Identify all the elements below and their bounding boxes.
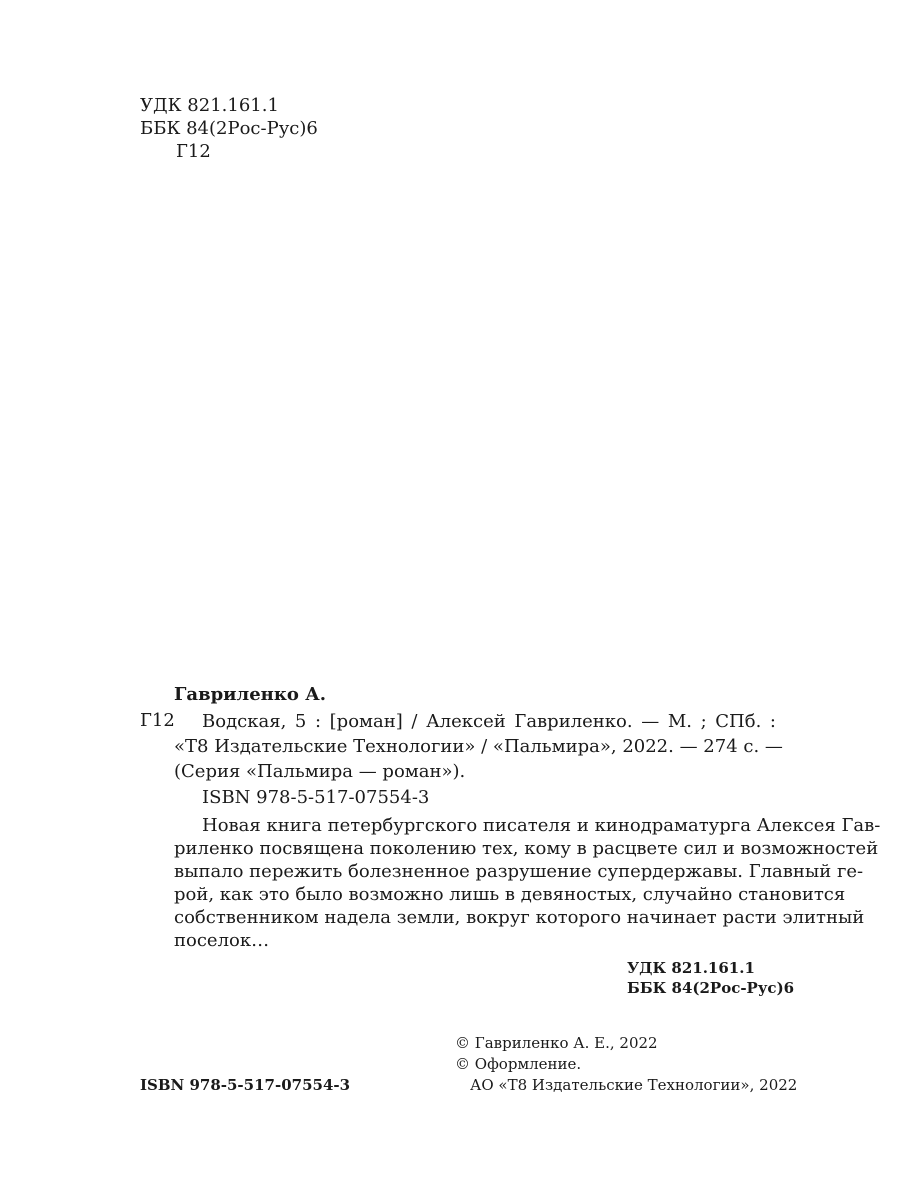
bbk-code-top: ББК 84(2Рос-Рус)6 — [140, 118, 318, 139]
annotation-line-3: выпало пережить болезненное разрушение супердержавы. Главный ге- — [174, 861, 864, 882]
footer-isbn: ISBN 978-5-517-07554-3 — [140, 1076, 351, 1094]
copyright-publisher: АО «Т8 Издательские Технологии», 2022 — [470, 1076, 798, 1094]
annotation-line-5: собственником надела земли, вокруг которого начинает расти элитный — [174, 907, 865, 928]
copyright-author: © Гавриленко А. Е., 2022 — [455, 1034, 658, 1052]
author-mark-top: Г12 — [176, 141, 211, 162]
annotation-line-2: риленко посвящена поколению тех, кому в расцвете сил и возможностей — [174, 838, 879, 859]
udk-code-top: УДК 821.161.1 — [140, 95, 279, 116]
annotation-line-1: Новая книга петербургского писателя и кинодраматурга Алексея Гав- — [202, 815, 881, 836]
description-line-3: (Серия «Пальмира — роман»). — [174, 761, 466, 782]
isbn-record: ISBN 978-5-517-07554-3 — [202, 787, 430, 808]
udk-code-bottom: УДК 821.161.1 — [627, 959, 755, 977]
author-heading: Гавриленко А. — [174, 684, 327, 705]
author-mark: Г12 — [140, 710, 175, 731]
description-line-2: «Т8 Издательские Технологии» / «Пальмира», 2022. — 274 с. — — [174, 736, 783, 757]
bbk-code-bottom: ББК 84(2Рос-Рус)6 — [627, 979, 795, 997]
description-line-1: Водская, 5 : [роман] / Алексей Гавриленко. — М. ; СПб. : — [202, 711, 776, 732]
copyright-design-label: © Оформление. — [455, 1055, 582, 1073]
annotation-line-4: рой, как это было возможно лишь в девяностых, случайно становится — [174, 884, 846, 905]
annotation-line-6: поселок… — [174, 930, 270, 951]
